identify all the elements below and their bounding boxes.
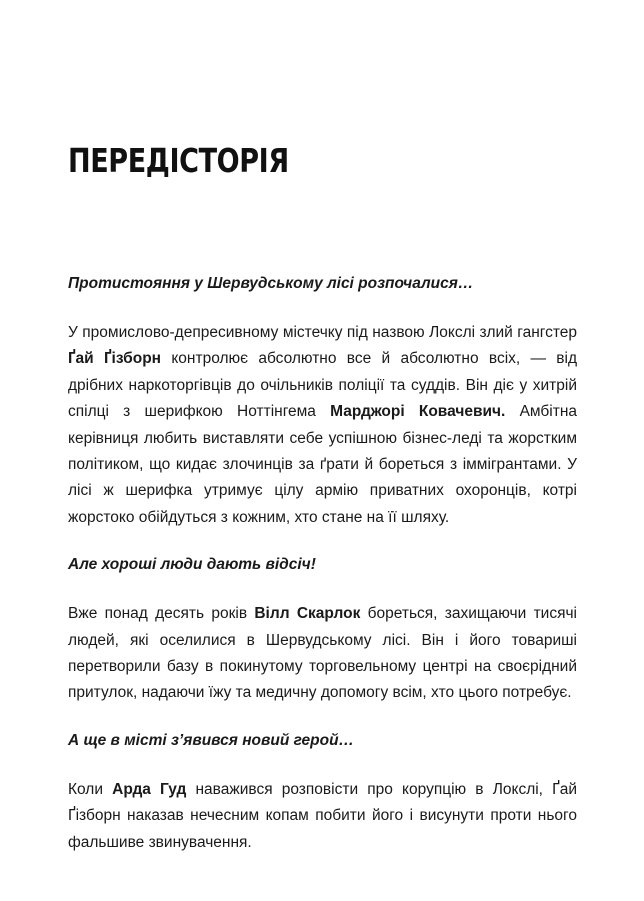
section-heading: Але хороші люди дають відсіч!	[68, 556, 316, 574]
section-paragraph	[68, 320, 577, 531]
text-run: Коли	[68, 780, 113, 798]
page	[68, 0, 577, 901]
section-paragraph	[68, 777, 577, 856]
text-run: Амбітна керівниця любить виставляти себе успішною бізнес-леді та жорстким політиком, що кидає злочинців за ґрати й бореться з іммігрантами. У лісі ж шерифка утримує цілу армію приватних охоронців, котрі жорстоко обійдуться з кожним, хто стане на її шляху.	[68, 403, 577, 526]
text-run: контролює абсолютно все й абсолютно всіх, — від дрібних наркоторгівців до очільників поліції та суддів. Він діє у хитрій спілці з шерифкою Ноттінгема	[68, 350, 578, 421]
character-name: Вілл Скарлок	[254, 605, 361, 623]
character-name: Арда Гуд	[112, 780, 187, 798]
section-paragraph	[68, 601, 577, 707]
section-heading: Протистояння у Шервудському лісі розпочалися…	[68, 275, 474, 292]
section-heading: А ще в місті з’явився новий герой…	[68, 731, 355, 749]
text-run: наважився розповісти про корупцію в Локслі, Ґай Ґізборн наказав нечесним копам побити його і висунути проти нього фальшиве звинувачення.	[68, 780, 577, 851]
character-name: Марджорі Ковачевич.	[330, 403, 506, 421]
character-name: Ґай Ґізборн	[68, 350, 162, 368]
page-content	[68, 271, 577, 877]
chapter-title: ПЕРЕДІСТОРІЯ	[68, 141, 289, 180]
text-run: бореться, захищаючи тисячі людей, які оселилися в Шервудському лісі. Він і його товариші перетворили базу в покинутому торговельному центрі на своєрідний притулок, надаючи їжу та медичну допомогу всім, хто цього потребує.	[68, 605, 577, 702]
text-run: Вже понад десять років	[68, 605, 255, 623]
text-run: У промислово-депресивному містечку під назвою Локслі злий гангстер	[68, 324, 577, 341]
